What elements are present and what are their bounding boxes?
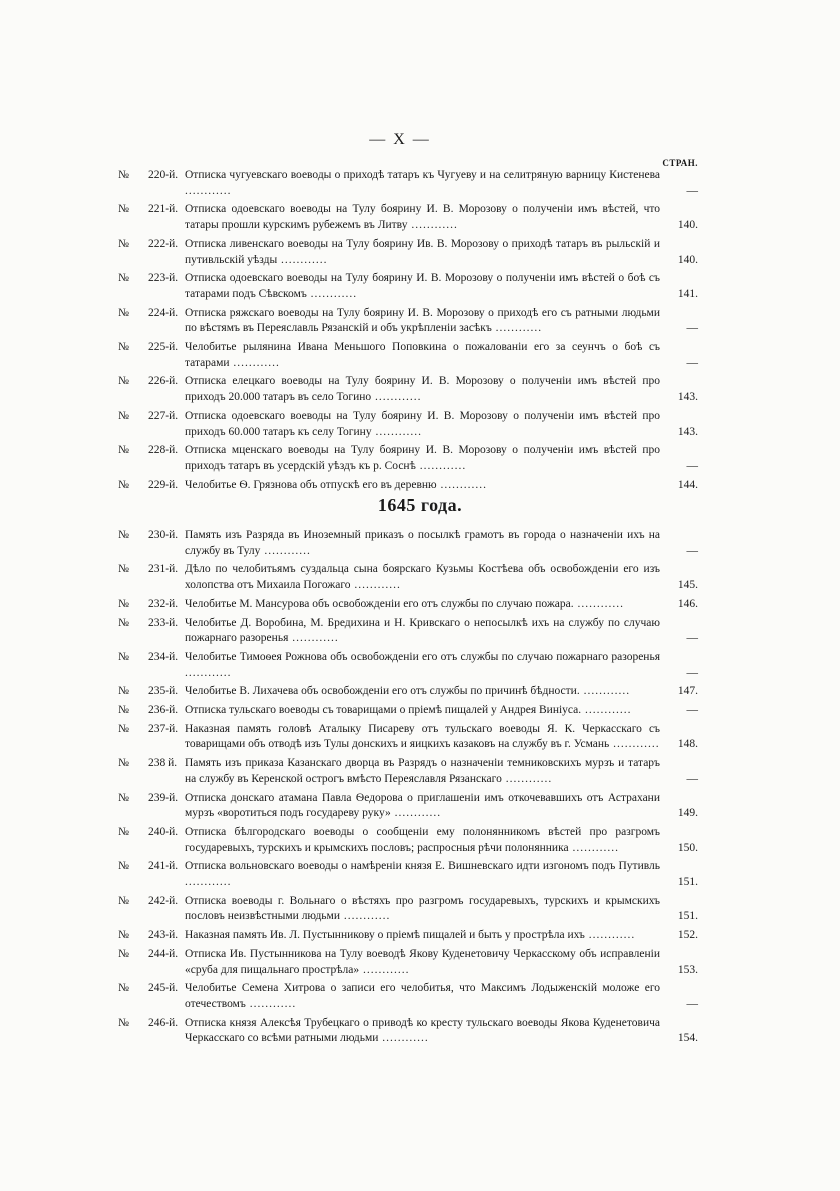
entry-number: 230-й. (148, 529, 179, 541)
entry-title-wrap (185, 237, 660, 268)
contents-entry (118, 597, 698, 613)
leader-dots: ............ (584, 929, 636, 942)
entry-title: Отписка ливенскаго воеводы на Тулу боярину Ив. В. Морозову о приходѣ татаръ въ рыльскій и путивльскій уѣзды (185, 237, 660, 266)
entry-title: Челобитье Тимоѳея Рожнова объ освобожденіи его отъ службы по случаю пожарнаго разоренья (185, 650, 660, 663)
entry-title-wrap (185, 703, 660, 719)
leader-dots: ............ (579, 685, 631, 698)
entry-number-sign: № (118, 982, 129, 995)
entry-title-wrap (185, 859, 660, 890)
entry-number: 241-й. (148, 860, 179, 873)
entry-page: 144. (677, 478, 698, 491)
entry-number: 239-й. (148, 791, 179, 804)
leader-dots: ............ (491, 322, 543, 335)
entry-title-wrap (185, 168, 660, 199)
contents-entry (118, 443, 698, 474)
entry-page: — (686, 544, 698, 557)
leader-dots: ............ (407, 219, 458, 232)
entry-number: 222-й. (148, 237, 179, 250)
entry-number-sign: № (118, 616, 129, 629)
contents-entry (118, 722, 698, 753)
entry-number-sign: № (118, 860, 129, 873)
entry-page: 151. (677, 876, 698, 889)
entry-title-wrap (185, 928, 660, 944)
entry-title: Отписка одоевскаго воеводы на Тулу боярину И. В. Морозову о полученіи имъ вѣстей, что татары прошли курскимъ рубежемъ въ Литву (185, 203, 660, 232)
entry-title-wrap (185, 374, 660, 405)
entry-title: Челобитье Семена Хитрова о записи его челобитья, что Максимъ Лодыженскій моложе его отечествомъ (185, 982, 660, 1010)
entry-title: Отписка воеводы г. Вольнаго о вѣстяхъ про разгромъ государевыхъ, турскихъ и крымскихъ пословъ неизвѣстными людьми (185, 894, 660, 923)
entry-number: 237-й. (148, 722, 179, 735)
entry-page: 140. (677, 219, 698, 232)
entry-title-wrap (185, 409, 660, 440)
entry-page: — (686, 704, 698, 717)
page-number: — X — (369, 131, 431, 148)
leader-dots: ............ (436, 478, 488, 491)
entry-title: Отписка мценскаго воеводы на Тулу боярину И. В. Морозову о полученіи имъ вѣстей про приходъ татаръ въ усердскій уѣздъ къ р. Соснѣ (185, 444, 660, 472)
entry-number-sign: № (118, 409, 129, 422)
entry-page: 140. (677, 253, 698, 266)
leader-dots: ............ (288, 632, 339, 645)
entry-number-sign: № (118, 529, 129, 541)
entry-title-wrap (185, 528, 660, 559)
leader-dots: ............ (378, 1032, 429, 1045)
contents-entry (118, 478, 698, 494)
entry-number: 242-й. (148, 894, 179, 907)
entry-number-sign: № (118, 341, 129, 354)
entry-number-sign: № (118, 757, 129, 770)
entry-number-sign: № (118, 894, 129, 907)
entry-number-sign: № (118, 563, 129, 576)
contents-entry (118, 306, 698, 337)
leader-dots: ............ (277, 253, 328, 266)
leader-dots: ............ (501, 772, 553, 785)
entry-title: Отписка одоевскаго воеводы на Тулу боярину И. В. Морозову о полученіи имъ вѣстей про приходъ 60.000 татаръ къ селу Тогину (185, 409, 660, 438)
contents-entry (118, 928, 698, 944)
leader-dots: ............ (573, 597, 625, 610)
entry-title: Отписка чугуевскаго воеводы о приходѣ татаръ къ Чугуеву и на селитряную варницу Кистенева (185, 169, 660, 181)
entry-page: — (686, 772, 698, 785)
contents-entry (118, 791, 698, 822)
entry-number: 220-й. (148, 169, 179, 181)
entry-number-sign: № (118, 444, 129, 457)
entry-page: — (686, 632, 698, 645)
entry-page: 146. (677, 597, 698, 610)
entry-page: 150. (677, 841, 698, 854)
leader-dots: ............ (568, 841, 619, 854)
entry-title: Отписка ряжскаго воеводы на Тулу боярину И. В. Морозову о приходѣ его съ ратными людьми по вѣстямъ въ Переяславль Рязанскій и объ укрѣпленіи засѣкъ (185, 306, 660, 335)
contents-entry (118, 271, 698, 302)
leader-dots: ............ (581, 704, 632, 717)
entry-title: Челобитье Ѳ. Грязнова объ отпускѣ его въ деревню (185, 478, 437, 491)
entry-title-wrap (185, 825, 660, 856)
contents-entry (118, 894, 698, 925)
entry-number-sign: № (118, 272, 129, 285)
contents-entry (118, 374, 698, 405)
leader-dots: ............ (185, 876, 232, 889)
entry-number: 221-й. (148, 203, 179, 216)
entry-number-sign: № (118, 375, 129, 388)
entry-number: 235-й. (148, 685, 179, 698)
contents-entry (118, 981, 698, 1012)
entry-number-sign: № (118, 1016, 129, 1029)
entry-number-sign: № (118, 929, 129, 942)
entry-title: Дѣло по челобитьямъ суздальца сына боярскаго Кузьмы Костѣева объ освобожденіи его изъ холопства отъ Михаила Погожаго (185, 563, 660, 592)
leader-dots: ............ (229, 356, 280, 369)
entry-title-wrap (185, 947, 660, 978)
entry-page: — (686, 184, 698, 197)
entry-page: 143. (677, 391, 698, 404)
entry-title: Наказная память Ив. Л. Пустынникову о пріемѣ пищалей и быть у прострѣла ихъ (185, 929, 585, 942)
contents-entry (118, 168, 698, 199)
leader-dots: ............ (306, 287, 358, 300)
entry-title-wrap (185, 1016, 660, 1047)
entry-title-wrap (185, 722, 660, 753)
contents-entry (118, 237, 698, 268)
entry-page: 152. (677, 929, 698, 942)
contents-entry (118, 528, 698, 559)
entry-number: 223-й. (148, 272, 179, 285)
entry-title: Отписка тульскаго воеводы съ товарищами о пріемѣ пищалей у Андрея Виніуса. (185, 704, 582, 717)
entry-number: 227-й. (148, 409, 179, 422)
page-column-label: СТРАН. (662, 158, 698, 168)
entry-page: 153. (677, 963, 698, 976)
leader-dots: ............ (609, 738, 660, 751)
entry-page: 141. (677, 287, 698, 300)
contents-entry (118, 825, 698, 856)
entry-title-wrap (185, 756, 660, 787)
entry-title: Челобитье рылянина Ивана Меньшого Поповкина о пожалованіи его за сеунчъ о боѣ съ татарами (185, 341, 660, 369)
contents-entry (118, 562, 698, 593)
entry-number: 225-й. (148, 341, 179, 354)
section-heading-1645: 1645 года. (377, 495, 463, 515)
entry-number-sign: № (118, 169, 129, 181)
entry-number: 244-й. (148, 947, 179, 960)
entry-title: Отписка бѣлгородскаго воеводы о сообщеніи ему полонянникомъ вѣстей про разгромъ государевыхъ, турскихъ и крымскихъ пословъ; распросныя рѣчи полонянника (185, 825, 660, 854)
entry-title-wrap (185, 684, 660, 700)
leader-dots: ............ (185, 184, 232, 197)
contents-list-1644 (118, 168, 698, 496)
entry-number: 236-й. (148, 704, 179, 717)
contents-entry (118, 1016, 698, 1047)
entry-title-wrap (185, 478, 660, 494)
leader-dots: ............ (185, 666, 232, 679)
leader-dots: ............ (390, 807, 442, 820)
entry-number: 229-й. (148, 478, 179, 491)
entry-title-wrap (185, 616, 660, 647)
entry-title-wrap (185, 202, 660, 233)
entry-page: — (686, 322, 698, 335)
entry-title: Отписка донскаго атамана Павла Ѳедорова о приглашеніи имъ откочевавшихъ отъ Астрахани мурзъ «воротиться подъ государеву руку» (185, 791, 660, 820)
leader-dots: ............ (415, 459, 467, 472)
entry-number-sign: № (118, 478, 129, 491)
entry-title-wrap (185, 443, 660, 474)
entry-number: 246-й. (148, 1016, 179, 1029)
entry-number: 224-й. (148, 306, 179, 319)
entry-title: Наказная память головѣ Аталыку Писареву отъ тульскаго воеводы Я. К. Черкасскаго съ товарищами объ отводѣ изъ Тулы донскихъ и яицкихъ казаковъ на службу въ г. Усмань (185, 722, 660, 751)
entry-title: Память изъ приказа Казанскаго дворца въ Разрядъ о назначеніи темниковскихъ мурзъ и татаръ на службу въ Керенской острогъ вмѣсто Переяславля Рязанскаго (185, 757, 660, 785)
contents-entry (118, 859, 698, 890)
entry-number-sign: № (118, 306, 129, 319)
entry-number-sign: № (118, 704, 129, 717)
entry-title: Отписка елецкаго воеводы на Тулу боярину И. В. Морозову о полученіи имъ вѣстей про приходъ 20.000 татаръ въ село Тогино (185, 375, 660, 404)
entry-page: 151. (677, 910, 698, 923)
entry-page: 147. (677, 685, 698, 698)
entry-number-sign: № (118, 203, 129, 216)
entry-title-wrap (185, 271, 660, 302)
entry-page: — (686, 356, 698, 369)
entry-title-wrap (185, 306, 660, 337)
contents-entry (118, 202, 698, 233)
entry-title: Отписка вольновскаго воеводы о намѣреніи князя Е. Вишневскаго идти изгономъ подъ Путивль (185, 860, 660, 873)
entry-number-sign: № (118, 722, 129, 735)
entry-page: — (686, 459, 698, 472)
contents-list-1645 (118, 528, 698, 1050)
entry-title: Отписка Ив. Пустынникова на Тулу воеводѣ Якову Куденетовичу Черкасскому объ исправленіи «сруба для пищальнаго прострѣла» (185, 947, 660, 976)
entry-title-wrap (185, 650, 660, 681)
entry-number: 238 й. (148, 757, 178, 770)
entry-number: 245-й. (148, 982, 179, 995)
entry-page: — (686, 997, 698, 1010)
entry-number-sign: № (118, 597, 129, 610)
entry-number: 231-й. (148, 563, 179, 576)
entry-page: 148. (677, 738, 698, 751)
entry-number-sign: № (118, 947, 129, 960)
contents-entry (118, 650, 698, 681)
contents-entry (118, 703, 698, 719)
leader-dots: ............ (339, 910, 391, 923)
entry-number: 240-й. (148, 825, 179, 838)
entry-title: Челобитье Д. Воробина, М. Бредихина и Н. Кривскаго о непосылкѣ ихъ на службу по случаю пожарнаго разоренья (185, 616, 660, 645)
leader-dots: ............ (245, 997, 297, 1010)
contents-entry (118, 340, 698, 371)
contents-entry (118, 756, 698, 787)
entry-title-wrap (185, 340, 660, 371)
entry-number: 233-й. (148, 616, 179, 629)
entry-title-wrap (185, 981, 660, 1012)
entry-number-sign: № (118, 650, 129, 663)
leader-dots: ............ (371, 391, 422, 404)
entry-number-sign: № (118, 237, 129, 250)
entry-number: 226-й. (148, 375, 179, 388)
entry-title: Челобитье В. Лихачева объ освобожденіи его отъ службы по причинѣ бѣдности. (185, 685, 580, 698)
entry-title-wrap (185, 791, 660, 822)
entry-title-wrap (185, 597, 660, 613)
entry-title: Челобитье М. Мансурова объ освобожденіи его отъ службы по случаю пожара. (185, 597, 574, 610)
contents-entry (118, 616, 698, 647)
contents-entry (118, 409, 698, 440)
entry-number: 243-й. (148, 929, 179, 942)
contents-entry (118, 947, 698, 978)
entry-number-sign: № (118, 825, 129, 838)
entry-page: 154. (677, 1032, 698, 1045)
entry-page: — (686, 666, 698, 679)
entry-title: Отписка одоевскаго воеводы на Тулу боярину И. В. Морозову о полученіи имъ вѣстей о боѣ съ татарами подъ Сѣвскомъ (185, 272, 660, 300)
leader-dots: ............ (260, 544, 311, 557)
entry-number-sign: № (118, 791, 129, 804)
entry-title-wrap (185, 894, 660, 925)
entry-title: Отписка князя Алексѣя Трубецкаго о приводѣ ко кресту тульскаго воеводы Якова Куденетовича Черкасскаго со всѣми ратными людьми (185, 1016, 660, 1045)
entry-page: 143. (677, 425, 698, 438)
entry-number: 228-й. (148, 444, 179, 457)
entry-page: 145. (677, 579, 698, 592)
entry-number: 234-й. (148, 650, 179, 663)
entry-title: Память изъ Разряда въ Иноземный приказъ о посылкѣ грамотъ въ города о назначеніи ихъ на службу въ Тулу (185, 529, 660, 557)
leader-dots: ............ (371, 425, 422, 438)
contents-entry (118, 684, 698, 700)
leader-dots: ............ (359, 963, 410, 976)
entry-title-wrap (185, 562, 660, 593)
entry-page: 149. (677, 807, 698, 820)
entry-number: 232-й. (148, 597, 179, 610)
entry-number-sign: № (118, 685, 129, 698)
leader-dots: ............ (350, 579, 401, 592)
